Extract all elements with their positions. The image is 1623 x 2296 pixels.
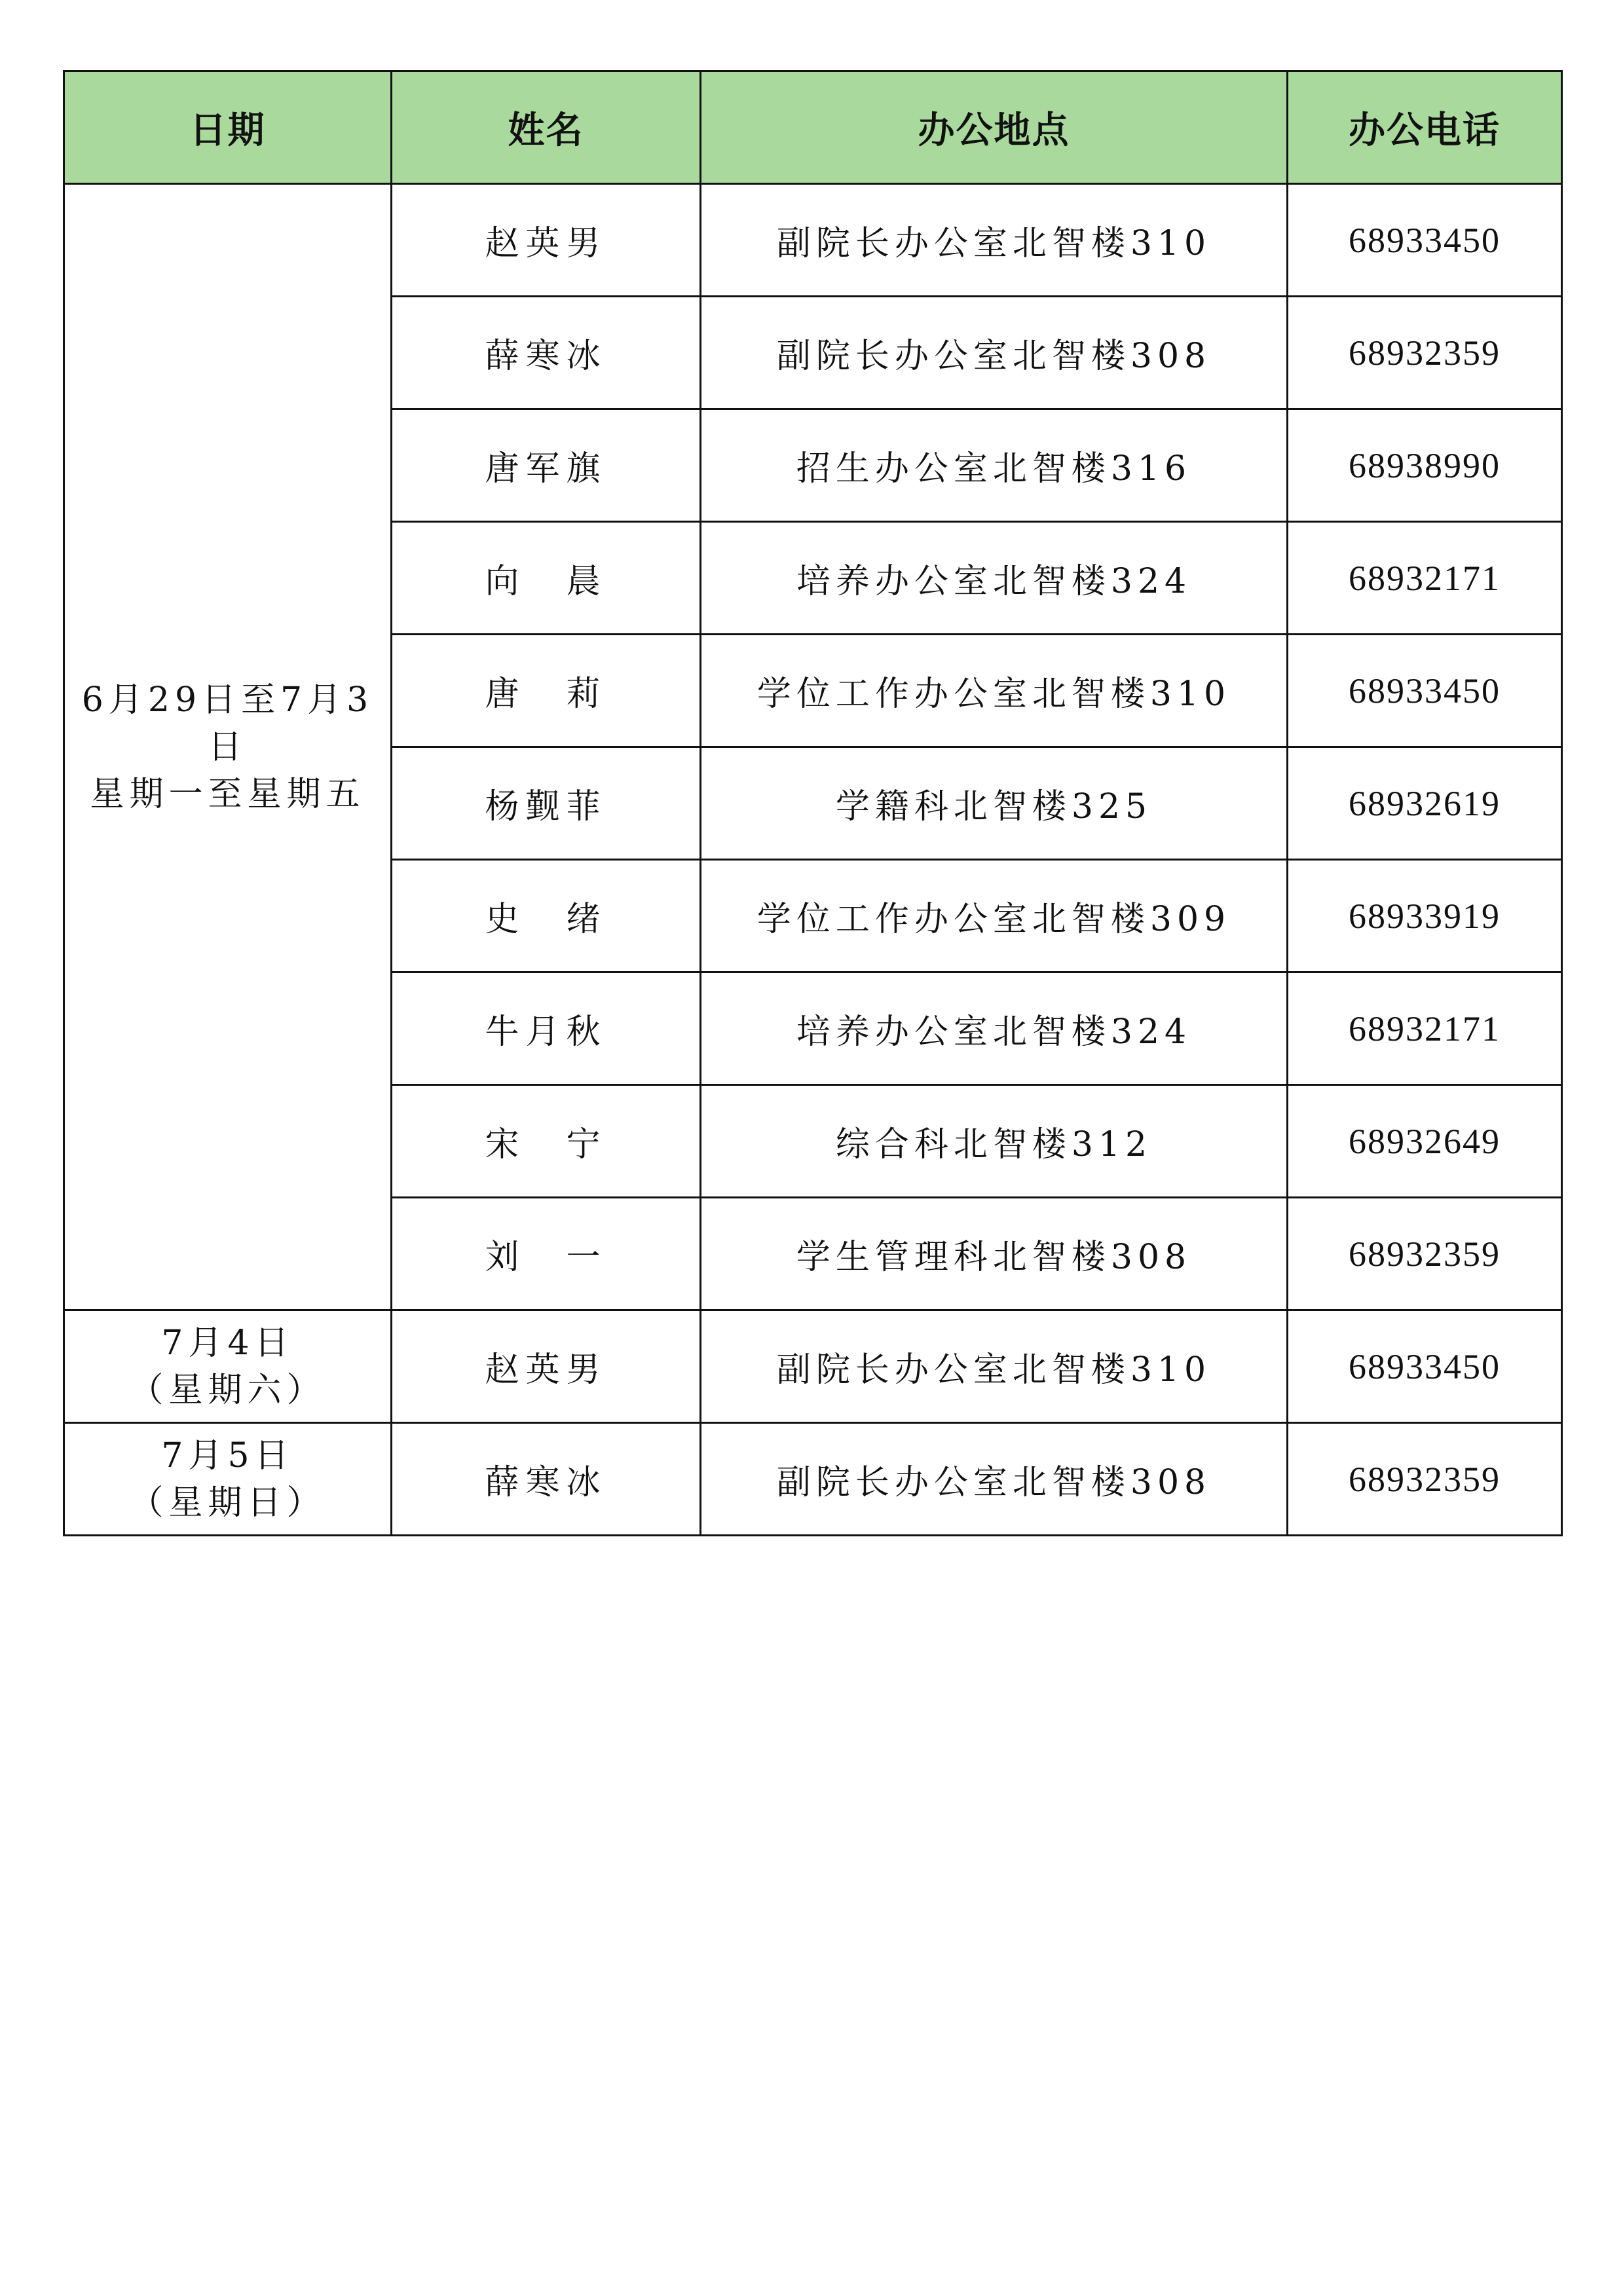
phone-cell-text: 68933450: [1349, 1346, 1501, 1386]
phone-cell-text: 68932359: [1349, 1234, 1501, 1274]
name-cell-text: 赵英男: [485, 1350, 607, 1390]
name-cell-text: 唐军旗: [485, 449, 607, 489]
name-cell: [392, 409, 701, 522]
location-cell: [701, 1310, 1288, 1423]
location-cell-text: 副院长办公室北智楼308: [776, 337, 1212, 376]
phone-cell-text: 68932359: [1349, 1459, 1501, 1499]
phone-cell: [1288, 522, 1562, 635]
table-row: [64, 1310, 1562, 1423]
phone-cell-text: 68933450: [1349, 220, 1501, 260]
location-cell: [701, 1198, 1288, 1310]
location-cell-text: 学位工作办公室北智楼310: [756, 675, 1231, 714]
name-cell-text: 宋 宁: [485, 1125, 607, 1164]
name-cell-text: 史 绪: [485, 900, 607, 939]
phone-cell-text: 68932649: [1349, 1121, 1501, 1161]
location-cell: [701, 297, 1288, 409]
name-cell: [392, 1085, 701, 1198]
phone-cell-text: 68938990: [1349, 445, 1501, 485]
location-cell-text: 综合科北智楼312: [835, 1125, 1153, 1164]
date-line: 6月29日至7月3日: [81, 680, 374, 767]
phone-cell-text: 68932619: [1349, 783, 1501, 823]
phone-cell: [1288, 297, 1562, 409]
location-cell: [701, 747, 1288, 860]
name-cell: [392, 972, 701, 1085]
name-cell: [392, 1423, 701, 1536]
name-cell: [392, 1310, 701, 1423]
location-cell-text: 学生管理科北智楼308: [796, 1238, 1192, 1277]
phone-cell: [1288, 1310, 1562, 1423]
phone-cell: [1288, 1198, 1562, 1310]
name-cell: [392, 522, 701, 635]
date-line: 7月4日: [161, 1323, 294, 1363]
name-cell-text: 向 晨: [485, 562, 607, 601]
name-cell-text: 杨觐菲: [485, 787, 607, 826]
phone-cell-text: 68932359: [1349, 333, 1501, 373]
name-cell-text: 唐 莉: [485, 675, 607, 714]
location-cell: [701, 860, 1288, 972]
phone-cell: [1288, 184, 1562, 297]
location-cell: [701, 522, 1288, 635]
location-cell-text: 学位工作办公室北智楼309: [756, 900, 1231, 939]
phone-cell: [1288, 409, 1562, 522]
name-cell: [392, 184, 701, 297]
phone-cell-text: 68932171: [1349, 1009, 1501, 1048]
name-cell: [392, 860, 701, 972]
location-cell-text: 副院长办公室北智楼310: [776, 224, 1212, 263]
name-cell-text: 薛寒冰: [485, 337, 607, 376]
date-line: （星期日）: [129, 1483, 326, 1523]
date-line: 7月5日: [161, 1435, 294, 1475]
phone-cell-text: 68933450: [1349, 671, 1501, 711]
name-cell: [392, 1198, 701, 1310]
phone-cell-text: 68933919: [1349, 896, 1501, 936]
phone-cell: [1288, 1085, 1562, 1198]
name-cell: [392, 747, 701, 860]
location-cell: [701, 1085, 1288, 1198]
table-row: [64, 184, 1562, 297]
date-cell: [64, 184, 392, 1310]
phone-cell: [1288, 1423, 1562, 1536]
name-cell-text: 牛月秋: [485, 1012, 607, 1052]
header-date: 日期: [64, 71, 392, 184]
phone-cell: [1288, 860, 1562, 972]
table-body: [64, 184, 1562, 1536]
location-cell: [701, 635, 1288, 747]
location-cell: [701, 184, 1288, 297]
date-line: 星期一至星期五: [90, 774, 365, 814]
location-cell-text: 培养办公室北智楼324: [796, 562, 1192, 601]
location-cell-text: 招生办公室北智楼316: [796, 449, 1192, 489]
location-cell-text: 副院长办公室北智楼310: [776, 1350, 1212, 1390]
location-cell-text: 学籍科北智楼325: [835, 787, 1153, 826]
phone-cell: [1288, 972, 1562, 1085]
name-cell: [392, 635, 701, 747]
table-row: [64, 1423, 1562, 1536]
name-cell: [392, 297, 701, 409]
date-cell: [64, 1423, 392, 1536]
date-cell: [64, 1310, 392, 1423]
location-cell: [701, 972, 1288, 1085]
location-cell-text: 副院长办公室北智楼308: [776, 1463, 1212, 1502]
phone-cell: [1288, 635, 1562, 747]
location-cell: [701, 1423, 1288, 1536]
date-line: （星期六）: [129, 1370, 326, 1410]
name-cell-text: 薛寒冰: [485, 1463, 607, 1502]
location-cell-text: 培养办公室北智楼324: [796, 1012, 1192, 1052]
name-cell-text: 赵英男: [485, 224, 607, 263]
header-phone: 办公电话: [1288, 71, 1562, 184]
phone-cell: [1288, 747, 1562, 860]
header-name: 姓名: [392, 71, 701, 184]
table-header: [64, 71, 1562, 184]
header-row: [64, 71, 1562, 184]
header-location: 办公地点: [701, 71, 1288, 184]
duty-schedule-table: [63, 70, 1563, 1536]
name-cell-text: 刘 一: [485, 1238, 607, 1277]
location-cell: [701, 409, 1288, 522]
phone-cell-text: 68932171: [1349, 558, 1501, 598]
